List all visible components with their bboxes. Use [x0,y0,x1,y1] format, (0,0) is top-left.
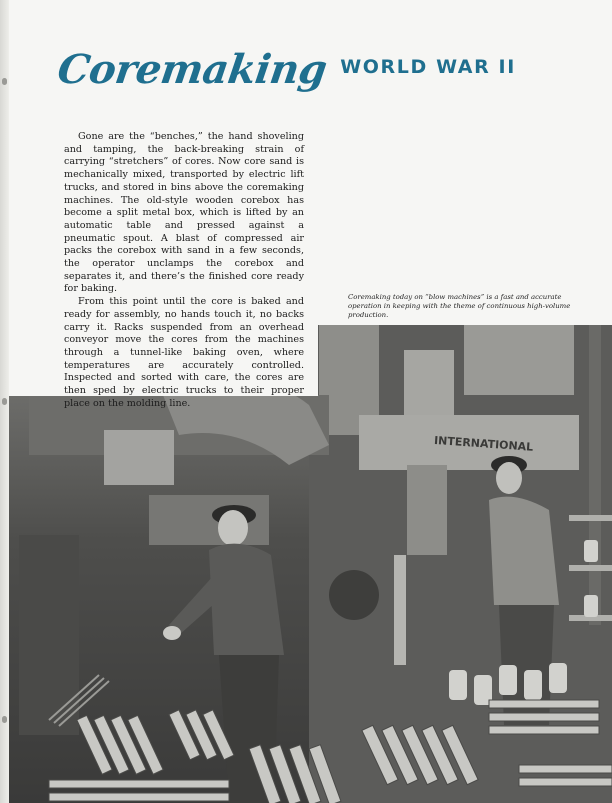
body-paragraph-1: Gone are the “benches,” the hand shoveling and tamping, the back-breaking strain of carrying “stretchers” of cores. Now core sand is mechanically mixed, transported by electric lift trucks, and stored in bins above the coremaking machines. The old-style wooden corebox has become a split metal box, which is lifted by an automatic table and pressed against a pneumatic spout. A blast of compressed air packs the corebox with sand in a few seconds, the operator unclamps the corebox and separates it, and there’s the finished core ready for baking. [64,131,304,295]
binding-edge [0,0,9,803]
binding-hole [2,716,7,723]
machine-marking: INTERNATIONAL [433,433,534,454]
title-subtitle: WORLD WAR II [340,56,516,78]
photo-caption: Coremaking today on “blow machines” is a fast and accurate operation in keeping with the theme of continuous high-volume production. [348,293,571,319]
article-body [64,131,304,410]
binding-hole [2,398,7,405]
body-paragraph-2: From this point until the core is baked and ready for assembly, no hands touch it, no backs carry it. Racks suspended from an overhead conveyor move the cores from the machines through a tunnel-like baking oven, where temperatures are accurately controlled. Inspected and sorted with care, the cores are then sped by electric trucks to their proper place on the molding line. [64,296,304,409]
title-script: Coremaking [54,46,330,93]
page-title [54,46,516,93]
binding-hole [2,78,7,85]
